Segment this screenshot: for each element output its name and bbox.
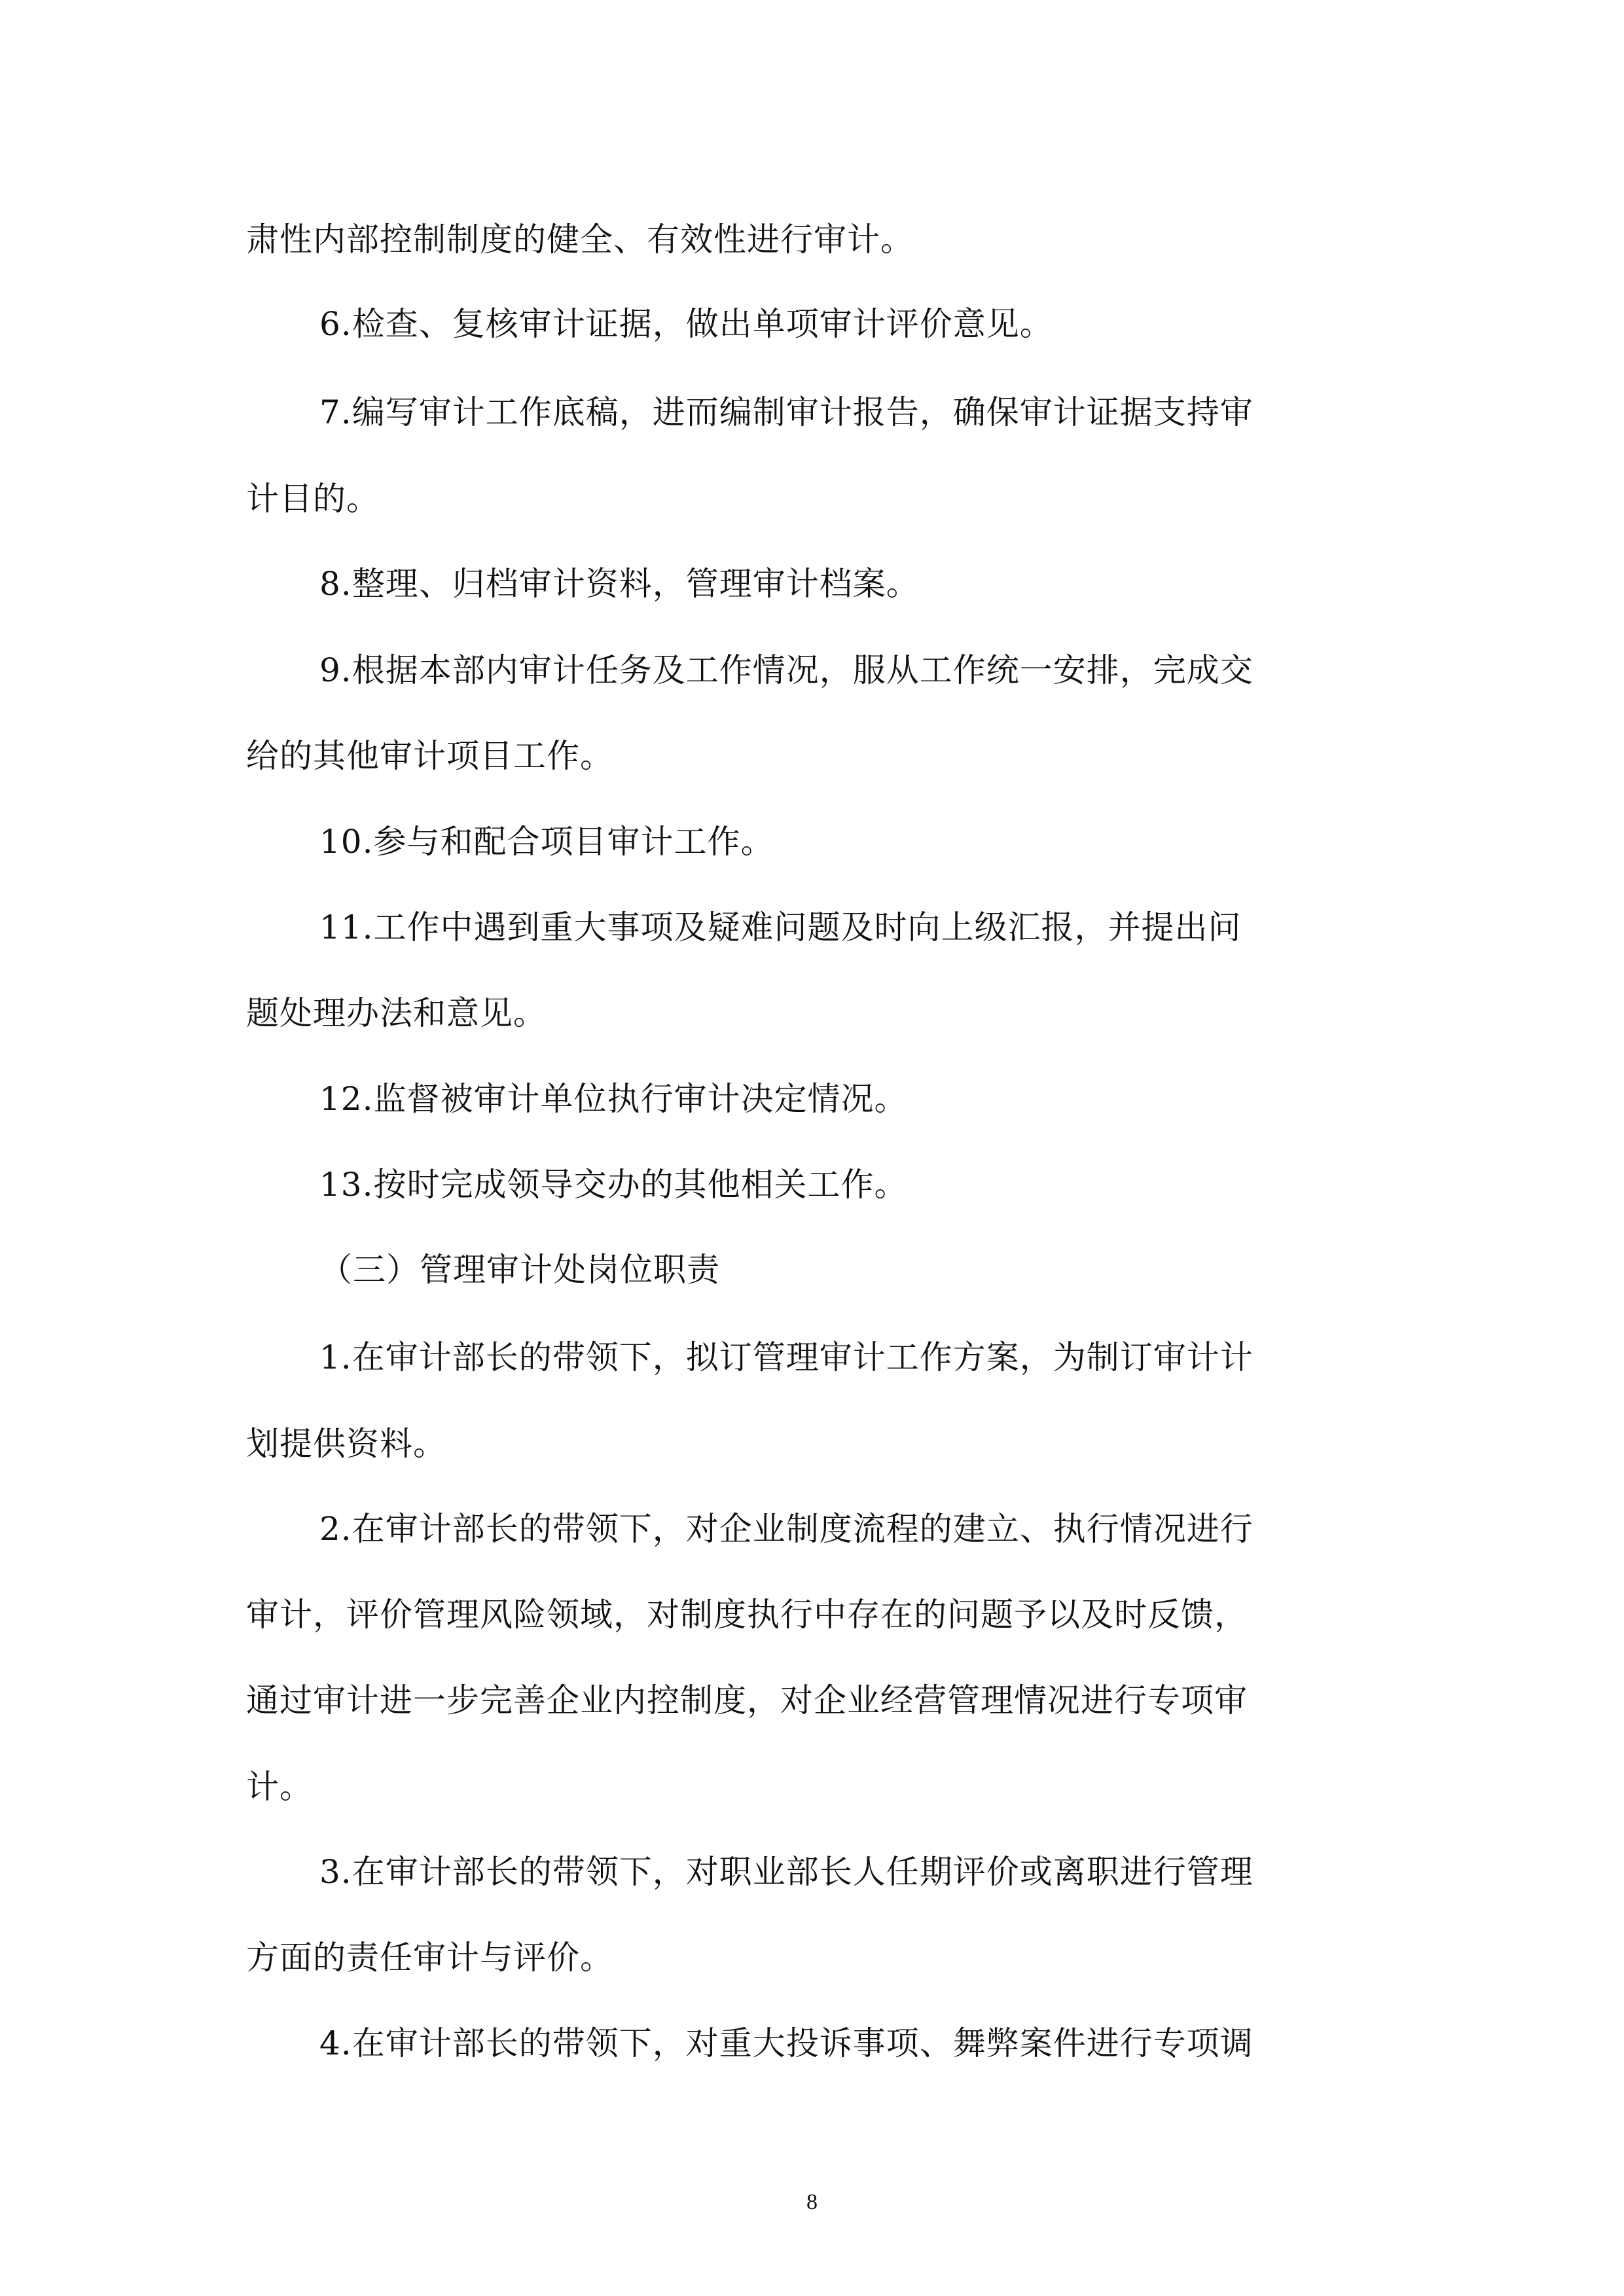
section-heading: （三）管理审计处岗位职责 xyxy=(319,1251,720,1289)
paragraph-line: 8.整理、归档审计资料，管理审计档案。 xyxy=(319,565,920,603)
paragraph-line: 13.按时完成领导交办的其他相关工作。 xyxy=(319,1166,908,1204)
paragraph-line: 题处理办法和意见。 xyxy=(246,994,547,1032)
paragraph-line: 1.在审计部长的带领下，拟订管理审计工作方案，为制订审计计 xyxy=(319,1338,1254,1376)
paragraph-line: 11.工作中遇到重大事项及疑难问题及时向上级汇报，并提出问 xyxy=(319,908,1242,946)
paragraph-line: 通过审计进一步完善企业内控制度，对企业经营管理情况进行专项审 xyxy=(246,1681,1248,1719)
paragraph-line: 6.检查、复核审计证据，做出单项审计评价意见。 xyxy=(319,305,1053,343)
paragraph-line: 划提供资料。 xyxy=(246,1425,446,1463)
paragraph-line: 3.在审计部长的带领下，对职业部长人任期评价或离职进行管理 xyxy=(319,1853,1254,1891)
paragraph-line: 10.参与和配合项目审计工作。 xyxy=(319,823,774,861)
paragraph-line: 肃性内部控制制度的健全、有效性进行审计。 xyxy=(246,221,914,259)
paragraph-line: 审计，评价管理风险领域，对制度执行中存在的问题予以及时反馈， xyxy=(246,1596,1248,1634)
paragraph-line: 4.在审计部长的带领下，对重大投诉事项、舞弊案件进行专项调 xyxy=(319,2024,1254,2062)
paragraph-line: 计目的。 xyxy=(246,480,380,518)
page-number: 8 xyxy=(806,2190,818,2214)
paragraph-line: 方面的责任审计与评价。 xyxy=(246,1939,613,1977)
paragraph-line: 2.在审计部长的带领下，对企业制度流程的建立、执行情况进行 xyxy=(319,1510,1254,1548)
paragraph-line: 计。 xyxy=(246,1768,313,1806)
paragraph-line: 12.监督被审计单位执行审计决定情况。 xyxy=(319,1080,908,1118)
paragraph-line: 给的其他审计项目工作。 xyxy=(246,737,613,775)
paragraph-line: 9.根据本部内审计任务及工作情况，服从工作统一安排，完成交 xyxy=(319,651,1254,689)
paragraph-line: 7.编写审计工作底稿，进而编制审计报告，确保审计证据支持审 xyxy=(319,393,1254,431)
